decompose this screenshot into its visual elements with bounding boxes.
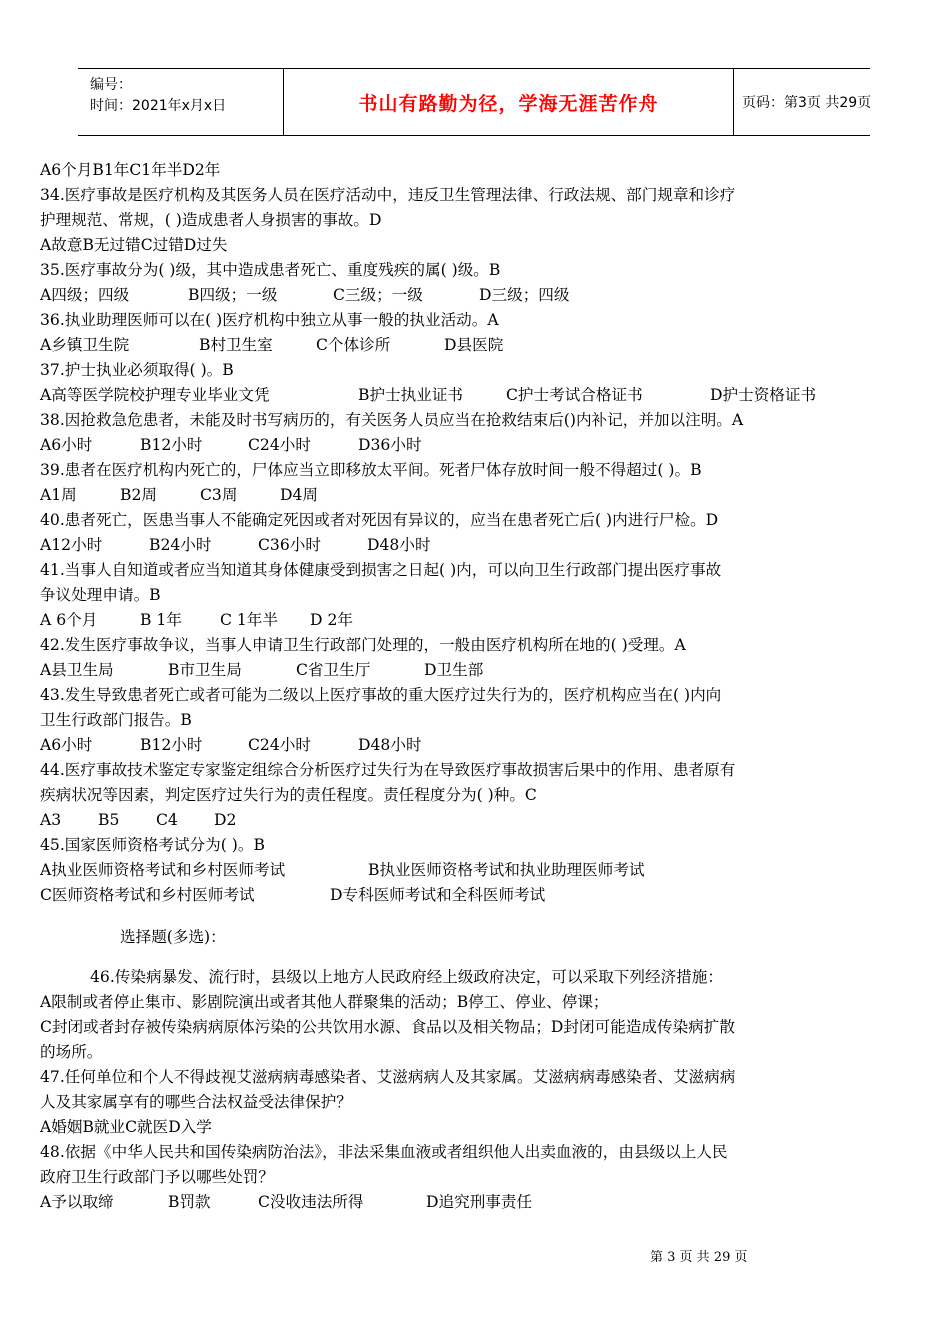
question-43-line2: 卫生行政部门报告。B (40, 711, 192, 729)
question-37-options (40, 383, 910, 408)
option-d: D护士资格证书 (710, 386, 817, 404)
option-b: B护士执业证书 (358, 386, 464, 404)
option-b: B12小时 (140, 436, 203, 454)
option-c: C三级；一级 (333, 286, 423, 304)
option-a: A四级；四级 (40, 286, 130, 304)
option-a: A6小时 (40, 436, 93, 454)
option-a: A3 (40, 811, 62, 829)
question-46-options-1: A限制或者停止集市、影剧院演出或者其他人群聚集的活动；B停工、停业、停课； (40, 993, 609, 1011)
option-c: C没收违法所得 (258, 1193, 364, 1211)
question-48-line1: 48.依据《中华人民共和国传染病防治法》，非法采集血液或者组织他人出卖血液的，由县级以上人民 (40, 1143, 728, 1161)
document-body (40, 158, 910, 1215)
page-header (78, 68, 870, 136)
header-page-info: 页码：第3页 共29页 (742, 95, 872, 111)
number-label: 编号： (90, 77, 132, 93)
option-c: C医师资格考试和乡村医师考试 (40, 886, 255, 904)
option-c: C护士考试合格证书 (506, 386, 643, 404)
option-b: B执业医师资格考试和执业助理医师考试 (368, 861, 645, 879)
question-48-line2: 政府卫生行政部门予以哪些处罚？ (40, 1168, 274, 1186)
answer-options-line: A6个月B1年C1年半D2年 (40, 161, 221, 179)
option-b: B市卫生局 (168, 661, 242, 679)
time-label: 时间：2021年x月x日 (90, 98, 227, 114)
option-d: D追究刑事责任 (426, 1193, 533, 1211)
option-a: A高等医学院校护理专业毕业文凭 (40, 386, 270, 404)
question-40: 40.患者死亡，医患当事人不能确定死因或者对死因有异议的，应当在患者死亡后( )内进行尸检。D (40, 511, 719, 529)
question-40-options (40, 533, 910, 558)
question-39-options (40, 483, 910, 508)
question-45: 45.国家医师资格考试分为( )。B (40, 836, 265, 854)
option-c: C3周 (200, 486, 238, 504)
question-46-options-2: C封闭或者封存被传染病病原体污染的公共饮用水源、食品以及相关物品；D封闭可能造成传染病扩散 (40, 1018, 735, 1036)
question-35-options (40, 283, 910, 308)
option-a: A乡镇卫生院 (40, 336, 130, 354)
option-c: C 1年半 (220, 611, 278, 629)
question-45-options-1 (40, 858, 910, 883)
option-d: D卫生部 (424, 661, 484, 679)
question-41-line2: 争议处理申请。B (40, 586, 161, 604)
option-d: D2 (214, 811, 237, 829)
question-35: 35.医疗事故分为( )级，其中造成患者死亡、重度残疾的属( )级。B (40, 261, 501, 279)
option-c: C24小时 (248, 736, 311, 754)
option-a: A6小时 (40, 736, 93, 754)
option-c: C个体诊所 (316, 336, 391, 354)
option-b: B罚款 (168, 1193, 211, 1211)
question-43-line1: 43.发生导致患者死亡或者可能为二级以上医疗事故的重大医疗过失行为的，医疗机构应当在( )内向 (40, 686, 722, 704)
option-b: B四级；一级 (188, 286, 278, 304)
question-47-line2: 人及其家属享有的哪些合法权益受法律保护？ (40, 1093, 352, 1111)
question-42: 42.发生医疗事故争议，当事人申请卫生行政部门处理的，一般由医疗机构所在地的( )受理。A (40, 636, 686, 654)
option-d: D 2年 (310, 611, 353, 629)
option-c: C省卫生厅 (296, 661, 371, 679)
question-47-options: A婚姻B就业C就医D入学 (40, 1118, 212, 1136)
page-footer: 第 3 页 共 29 页 (650, 1250, 748, 1265)
question-44-line2: 疾病状况等因素，判定医疗过失行为的责任程度。责任程度分为( )种。C (40, 786, 537, 804)
option-b: B24小时 (149, 536, 212, 554)
option-b: B村卫生室 (199, 336, 273, 354)
question-36-options (40, 333, 910, 358)
question-34-line1: 34.医疗事故是医疗机构及其医务人员在医疗活动中，违反卫生管理法律、行政法规、部门规章和诊疗 (40, 186, 736, 204)
header-meta (78, 69, 284, 135)
option-d: D36小时 (358, 436, 422, 454)
option-d: D4周 (280, 486, 319, 504)
option-c: C36小时 (258, 536, 321, 554)
option-b: B12小时 (140, 736, 203, 754)
option-c: C4 (156, 811, 178, 829)
option-d: D专科医师考试和全科医师考试 (330, 886, 546, 904)
option-d: D48小时 (358, 736, 422, 754)
question-43-options (40, 733, 910, 758)
option-a: A县卫生局 (40, 661, 114, 679)
question-44-options (40, 808, 910, 833)
question-41-options (40, 608, 910, 633)
question-38: 38.因抢救急危患者，未能及时书写病历的，有关医务人员应当在抢救结束后()内补记，并加以注明。A (40, 411, 744, 429)
option-a: A1周 (40, 486, 77, 504)
option-b: B5 (98, 811, 120, 829)
option-a: A 6个月 (40, 611, 98, 629)
question-42-options (40, 658, 910, 683)
question-39: 39.患者在医疗机构内死亡的，尸体应当立即移放太平间。死者尸体存放时间一般不得超过( )。B (40, 461, 702, 479)
option-c: C24小时 (248, 436, 311, 454)
question-48-options (40, 1190, 910, 1215)
question-38-options (40, 433, 910, 458)
header-motto: 书山有路勤为径，学海无涯苦作舟 (284, 69, 734, 135)
question-45-options-2 (40, 883, 910, 908)
option-a: A12小时 (40, 536, 103, 554)
question-46-options-3: 的场所。 (40, 1043, 103, 1061)
option-d: D县医院 (444, 336, 504, 354)
option-b: B2周 (120, 486, 157, 504)
question-46: 46.传染病暴发、流行时，县级以上地方人民政府经上级政府决定，可以采取下列经济措施： (90, 968, 723, 986)
option-a: A予以取缔 (40, 1193, 114, 1211)
question-34-line2: 护理规范、常规，( )造成患者人身损害的事故。D (40, 211, 382, 229)
question-37: 37.护士执业必须取得( )。B (40, 361, 234, 379)
option-b: B 1年 (140, 611, 182, 629)
question-36: 36.执业助理医师可以在( )医疗机构中独立从事一般的执业活动。A (40, 311, 499, 329)
question-47-line1: 47.任何单位和个人不得歧视艾滋病病毒感染者、艾滋病病人及其家属。艾滋病病毒感染者、艾滋病病 (40, 1068, 736, 1086)
question-44-line1: 44.医疗事故技术鉴定专家鉴定组综合分析医疗过失行为在导致医疗事故损害后果中的作用、患者原有 (40, 761, 736, 779)
option-d: D48小时 (367, 536, 431, 554)
option-d: D三级；四级 (479, 286, 570, 304)
question-41-line1: 41.当事人自知道或者应当知道其身体健康受到损害之日起( )内，可以向卫生行政部门提出医疗事故 (40, 561, 722, 579)
section-heading-multiple-choice: 选择题(多选)： (120, 928, 226, 946)
option-a: A执业医师资格考试和乡村医师考试 (40, 861, 286, 879)
question-34-options: A故意B无过错C过错D过失 (40, 236, 228, 254)
